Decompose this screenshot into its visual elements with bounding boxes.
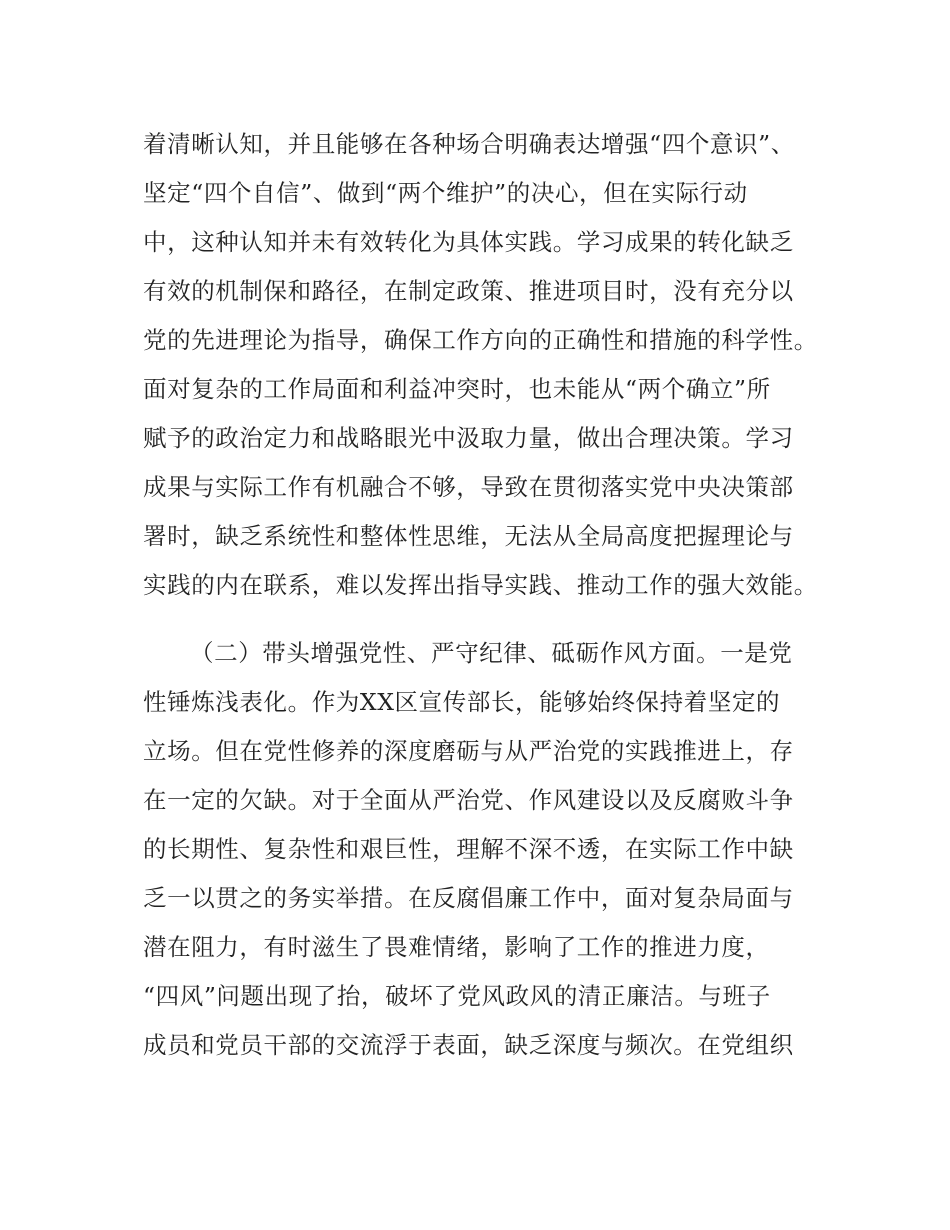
paragraph-line: 中，这种认知并未有效转化为具体实践。学习成果的转化缺乏 — [143, 228, 794, 256]
paragraph-line: 成果与实际工作有机融合不够，导致在贯彻落实党中央决策部 — [143, 473, 794, 501]
paragraph-line: 立场。但在党性修养的深度磨砺与从严治党的实践推进上，存 — [143, 737, 794, 765]
paragraph-line: 实践的内在联系，难以发挥出指导实践、推动工作的强大效能。 — [143, 571, 818, 599]
paragraph-line: 乏一以贯之的务实举措。在反腐倡廉工作中，面对复杂局面与 — [143, 884, 794, 912]
paragraph-line: “四风”问题出现了抬，破坏了党风政风的清正廉洁。与班子 — [143, 982, 771, 1010]
paragraph-line: 性锤炼浅表化。作为XX区宣传部长，能够始终保持着坚定的 — [143, 688, 781, 716]
paragraph-line: 潜在阻力，有时滋生了畏难情绪，影响了工作的推进力度， — [143, 933, 770, 961]
paragraph-line: 有效的机制保和路径，在制定政策、推进项目时，没有充分以 — [143, 277, 794, 305]
paragraph-line: 在一定的欠缺。对于全面从严治党、作风建设以及反腐败斗争 — [143, 786, 794, 814]
paragraph-line: 署时，缺乏系统性和整体性思维，无法从全局高度把握理论与 — [143, 522, 794, 550]
paragraph-line: 面对复杂的工作局面和利益冲突时，也未能从“两个确立”所 — [143, 375, 771, 403]
paragraph-line: 坚定“四个自信”、做到“两个维护”的决心，但在实际行动 — [143, 179, 748, 207]
section-heading-line: （二）带头增强党性、严守纪律、砥砺作风方面。一是党 — [190, 639, 793, 667]
paragraph-line: 党的先进理论为指导，确保工作方向的正确性和措施的科学性。 — [143, 326, 818, 354]
paragraph-line: 赋予的政治定力和战略眼光中汲取力量，做出合理决策。学习 — [143, 424, 794, 452]
paragraph-line: 的长期性、复杂性和艰巨性，理解不深不透，在实际工作中缺 — [143, 835, 794, 863]
paragraph-line: 着清晰认知，并且能够在各种场合明确表达增强“四个意识”、 — [143, 130, 795, 158]
paragraph-line: 成员和党员干部的交流浮于表面，缺乏深度与频次。在党组织 — [143, 1031, 794, 1059]
